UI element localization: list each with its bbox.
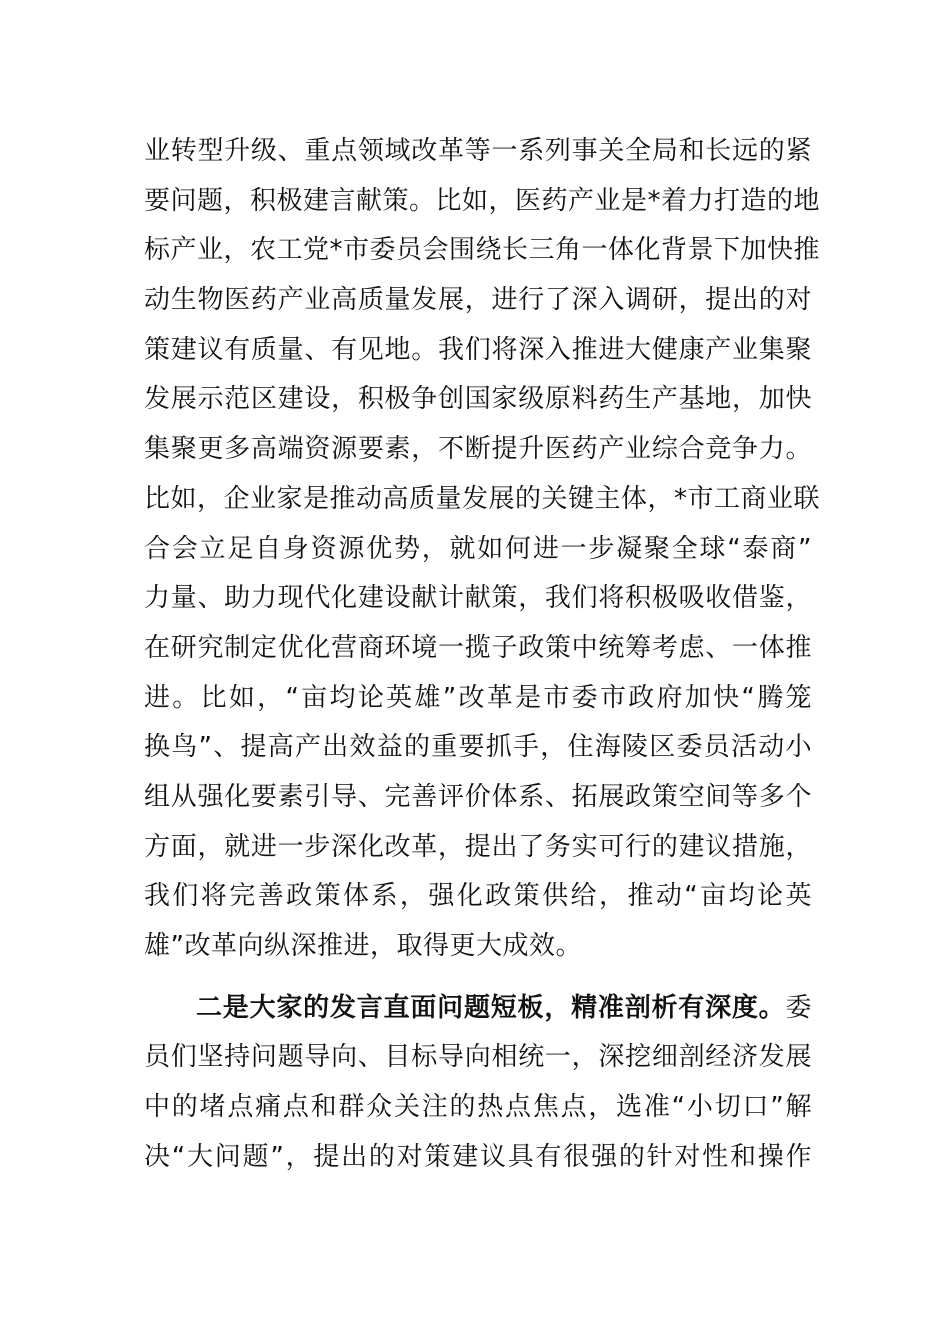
paragraph-1-line: 力量、助力现代化建设献计献策，我们将积极吸收借鉴， [144,583,812,614]
paragraph-1-line: 方面，就进一步深化改革，提出了务实可行的建议措施， [144,831,812,862]
paragraph-1-line: 动生物医药产业高质量发展，进行了深入调研，提出的对 [144,285,812,316]
paragraph-2 [144,984,812,1183]
paragraph-2-lead-rest: 委 [785,992,812,1023]
paragraph-1-line: 要问题，积极建言献策。比如，医药产业是*着力打造的地 [144,185,821,216]
paragraph-2-line: 员们坚持问题导向、目标导向相统一，深挖细剖经济发展 [144,1042,812,1073]
paragraph-1-line: 合会立足自身资源优势，就如何进一步凝聚全球“泰商” [144,533,812,564]
paragraph-1-line: 比如，企业家是推动高质量发展的关键主体，*市工商业联 [144,483,821,514]
paragraph-2-first-line [144,984,812,1034]
paragraph-1-line: 发展示范区建设，积极争创国家级原料药生产基地，加快 [144,384,812,415]
paragraph-2-line: 决“大问题”，提出的对策建议具有很强的针对性和操作 [144,1141,812,1172]
paragraph-1-line: 标产业，农工党*市委员会围绕长三角一体化背景下加快推 [144,235,821,266]
paragraph-1 [144,127,821,972]
paragraph-1-line: 在研究制定优化营商环境一揽子政策中统筹考虑、一体推 [144,632,812,663]
paragraph-1-line: 进。比如，“亩均论英雄”改革是市委市政府加快“腾笼 [144,682,812,713]
document-body [144,127,821,1182]
paragraph-1-line: 我们将完善政策体系，强化政策供给，推动“亩均论英 [144,881,812,912]
paragraph-1-line: 组从强化要素引导、完善评价体系、拓展政策空间等多个 [144,781,812,812]
paragraph-1-line: 换鸟”、提高产出效益的重要抓手，住海陵区委员活动小 [144,732,812,763]
paragraph-spacer [144,972,812,984]
paragraph-1-line: 集聚更多高端资源要素，不断提升医药产业综合竞争力。 [144,434,812,465]
paragraph-1-line: 业转型升级、重点领域改革等一系列事关全局和长远的紧 [144,136,812,166]
paragraph-1-line: 雄”改革向纵深推进，取得更大成效。 [144,931,582,961]
paragraph-2-line: 中的堵点痛点和群众关注的热点焦点，选准“小切口”解 [144,1092,812,1123]
paragraph-2-lead-heading: 二是大家的发言直面问题短板，精准剖析有深度。 [196,992,786,1023]
paragraph-1-line: 策建议有质量、有见地。我们将深入推进大健康产业集聚 [144,334,812,365]
